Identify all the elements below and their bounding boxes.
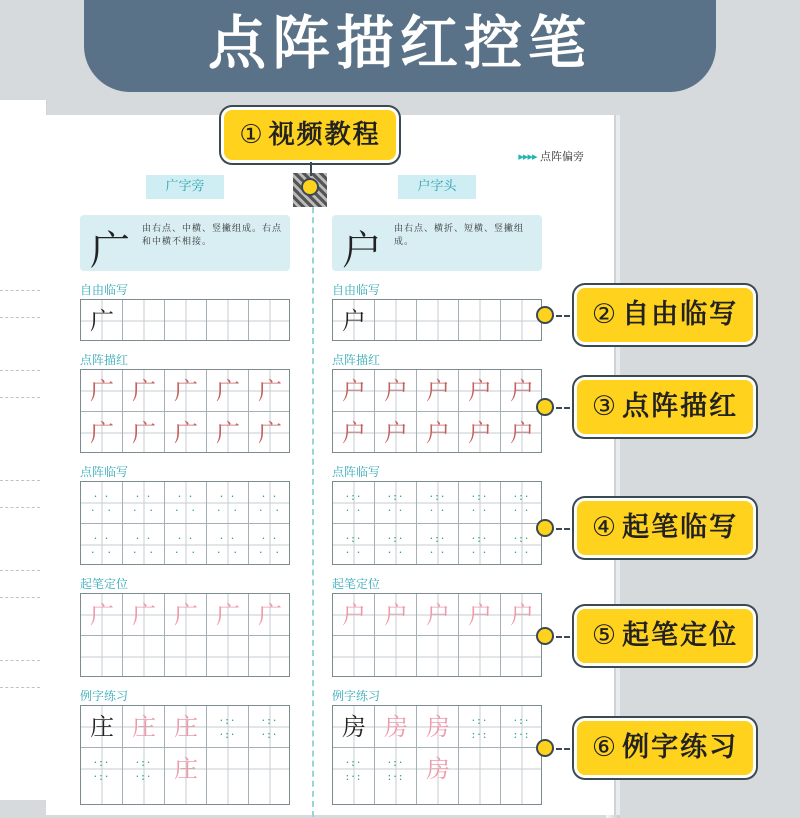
dot-pattern: · · · ·	[259, 532, 281, 559]
dot-grid[interactable]	[80, 481, 290, 565]
callout-label: 视频教程	[268, 120, 381, 150]
radical-description: 由右点、横折、短横、竖撇组成。	[394, 224, 525, 247]
dot-pattern: ·:· · ·	[471, 532, 489, 559]
trace-char: 户	[468, 377, 492, 405]
free-writing-grid[interactable]	[332, 299, 542, 341]
grid-row	[0, 660, 40, 688]
trace-char: 广	[216, 377, 240, 405]
callout-dot-trace[interactable]	[577, 380, 753, 434]
dot-pattern: · · · ·	[133, 532, 155, 559]
section-dots-label: 点阵临写	[332, 465, 381, 479]
section-trace-label: 点阵描红	[332, 353, 381, 367]
dot-pattern: · · · ·	[175, 532, 197, 559]
callout-connector	[548, 407, 578, 409]
dot-pattern: · · · ·	[175, 490, 197, 517]
callout-anchor-dot	[538, 741, 552, 755]
section-start-label: 起笔定位	[332, 577, 381, 591]
radical-tag: 广字旁	[146, 175, 224, 199]
callout-number: ④	[591, 512, 619, 543]
callout-label: 点阵描红	[622, 391, 739, 422]
start-position-grid[interactable]	[80, 593, 290, 677]
trace-char: 广	[90, 377, 114, 405]
callout-number: ②	[591, 299, 619, 330]
page-section-note	[518, 148, 584, 164]
callout-connector	[548, 636, 578, 638]
grid-line	[416, 300, 417, 340]
example-trace-char: 房	[426, 755, 450, 783]
callout-connector	[548, 315, 578, 317]
grid-line	[458, 300, 459, 340]
grid-row	[0, 290, 40, 318]
free-writing-grid[interactable]	[80, 299, 290, 341]
section-example-label: 例字练习	[80, 689, 129, 703]
banner-title: 点阵描红控笔	[84, 0, 716, 92]
dot-pattern: ·:· :·:	[387, 756, 405, 783]
start-char: 广	[174, 601, 198, 629]
previous-page-edge	[0, 100, 47, 800]
start-char: 户	[468, 601, 492, 629]
callout-anchor-dot	[538, 521, 552, 535]
callout-number: ①	[239, 120, 265, 150]
trace-char: 户	[426, 419, 450, 447]
start-char: 广	[216, 601, 240, 629]
trace-char: 广	[216, 419, 240, 447]
callout-number: ⑤	[591, 620, 619, 651]
callout-anchor-dot	[538, 308, 552, 322]
radical-char: 广	[90, 228, 130, 274]
trace-char: 户	[426, 377, 450, 405]
example-trace-char: 庄	[174, 755, 198, 783]
dot-pattern: ·:· · ·	[513, 490, 531, 517]
dot-pattern: · · · ·	[91, 532, 113, 559]
section-trace-label: 点阵描红	[80, 353, 129, 367]
dot-grid[interactable]	[332, 481, 542, 565]
dot-pattern: ·:· · ·	[429, 490, 447, 517]
example-char: 庄	[90, 713, 114, 741]
callout-connector	[548, 528, 578, 530]
callout-label: 起笔临写	[622, 512, 739, 543]
trace-char: 广	[258, 419, 282, 447]
radical-info-box	[80, 215, 290, 274]
section-example-label: 例字练习	[332, 689, 381, 703]
start-char: 户	[426, 601, 450, 629]
callout-example-practice[interactable]	[577, 721, 753, 775]
callout-anchor-dot	[538, 629, 552, 643]
trace-char: 户	[468, 419, 492, 447]
section-free-label: 自由临写	[80, 283, 129, 297]
example-grid[interactable]	[80, 705, 290, 805]
trace-grid[interactable]	[80, 369, 290, 453]
dot-pattern: ·:· :·:	[513, 714, 531, 741]
workbook-page	[46, 115, 614, 815]
callout-anchor-dot	[303, 180, 317, 194]
grid-row	[0, 570, 40, 598]
section-dots-label: 点阵临写	[80, 465, 129, 479]
model-char: 广	[90, 307, 114, 335]
callout-connector	[310, 162, 312, 176]
start-char: 户	[342, 601, 366, 629]
callout-start-position[interactable]	[577, 609, 753, 663]
trace-char: 户	[510, 377, 534, 405]
section-start-label: 起笔定位	[80, 577, 129, 591]
trace-char: 户	[384, 419, 408, 447]
section-free-label: 自由临写	[332, 283, 381, 297]
callout-start-writing[interactable]	[577, 501, 753, 555]
start-position-grid[interactable]	[332, 593, 542, 677]
dot-pattern: ·:· :·:	[471, 714, 489, 741]
trace-char: 户	[342, 377, 366, 405]
dot-pattern: ·:· · ·	[513, 532, 531, 559]
example-trace-char: 房	[426, 713, 450, 741]
dot-pattern: · · · ·	[217, 490, 239, 517]
example-trace-char: 庄	[174, 713, 198, 741]
radical-tag: 户字头	[398, 175, 476, 199]
start-char: 广	[258, 601, 282, 629]
radical-info-box	[332, 215, 542, 274]
callout-number: ⑥	[591, 732, 619, 763]
dot-pattern: · · · ·	[91, 490, 113, 517]
example-trace-char: 庄	[132, 713, 156, 741]
callout-anchor-dot	[538, 400, 552, 414]
start-char: 广	[132, 601, 156, 629]
model-char: 户	[342, 307, 366, 335]
dot-pattern: ·:· · ·	[345, 532, 363, 559]
trace-char: 广	[90, 419, 114, 447]
trace-char: 户	[342, 419, 366, 447]
callout-label: 例字练习	[622, 732, 739, 763]
grid-line	[206, 300, 207, 340]
grid-line	[164, 300, 165, 340]
callout-free-writing[interactable]	[577, 288, 753, 342]
trace-char: 广	[174, 377, 198, 405]
callout-video-tutorial[interactable]	[224, 110, 396, 160]
grid-line	[248, 300, 249, 340]
dot-pattern: ·:· · ·	[429, 532, 447, 559]
start-char: 户	[510, 601, 534, 629]
callout-label: 起笔定位	[622, 620, 739, 651]
radical-description: 由右点、中横、竖撇组成。右点和中横不相接。	[142, 224, 283, 247]
start-char: 户	[384, 601, 408, 629]
dot-pattern: ·:· · ·	[471, 490, 489, 517]
section-note-label: 点阵偏旁	[540, 150, 584, 163]
example-char: 房	[342, 713, 366, 741]
grid-row	[0, 480, 40, 508]
dot-pattern: ·:· ·:·	[261, 714, 279, 741]
dot-pattern: · · · ·	[259, 490, 281, 517]
example-grid[interactable]	[332, 705, 542, 805]
example-trace-char: 房	[384, 713, 408, 741]
arrow-icon: ▸▸▸▸	[518, 150, 537, 163]
callout-number: ③	[591, 391, 619, 422]
dot-pattern: · · · ·	[133, 490, 155, 517]
trace-char: 广	[174, 419, 198, 447]
trace-char: 广	[132, 377, 156, 405]
radical-char: 户	[342, 228, 382, 274]
trace-char: 户	[510, 419, 534, 447]
callout-connector	[548, 748, 578, 750]
dot-pattern: ·:· · ·	[345, 490, 363, 517]
trace-char: 广	[258, 377, 282, 405]
dot-pattern: ·:· · ·	[387, 490, 405, 517]
dot-pattern: ·:· ·:·	[93, 756, 111, 783]
dot-pattern: · · · ·	[217, 532, 239, 559]
trace-char: 户	[384, 377, 408, 405]
grid-row	[0, 370, 40, 398]
trace-grid[interactable]	[332, 369, 542, 453]
start-char: 广	[90, 601, 114, 629]
dot-pattern: ·:· · ·	[387, 532, 405, 559]
column-divider	[312, 177, 314, 817]
callout-label: 自由临写	[622, 299, 739, 330]
dot-pattern: ·:· ·:·	[219, 714, 237, 741]
dot-pattern: ·:· :·:	[345, 756, 363, 783]
dot-pattern: ·:· ·:·	[135, 756, 153, 783]
trace-char: 广	[132, 419, 156, 447]
grid-line	[500, 300, 501, 340]
